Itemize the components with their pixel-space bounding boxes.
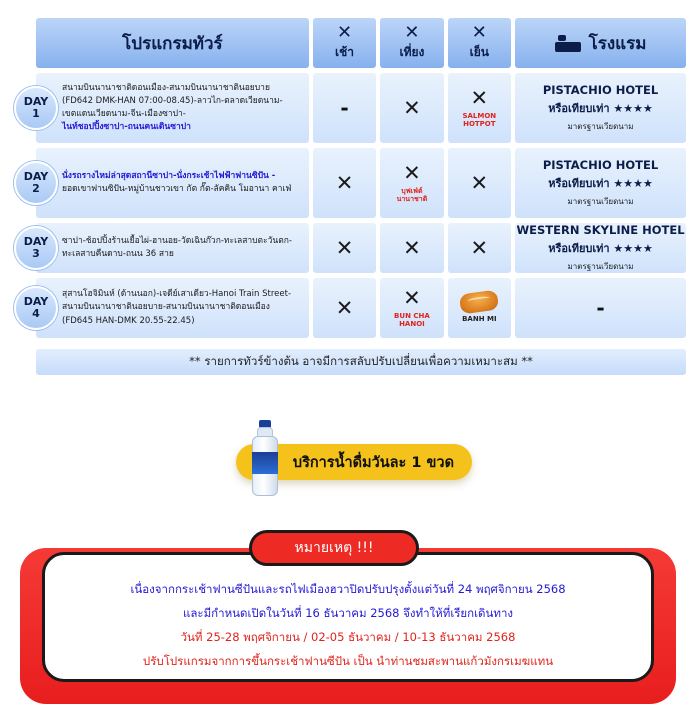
fork-knife-icon: ✕	[404, 22, 420, 43]
program-text	[36, 82, 309, 135]
fork-knife-icon: ✕	[470, 170, 489, 195]
no-hotel-dash: -	[596, 296, 605, 320]
program-text	[36, 235, 309, 261]
fork-knife-icon: ✕	[471, 22, 487, 43]
hotel-cell	[515, 223, 686, 273]
hotel-cell	[515, 148, 686, 218]
hotel-name: WESTERN SKYLINE HOTEL	[516, 223, 685, 237]
breakfast-cell	[313, 223, 376, 273]
day-row-3	[23, 223, 686, 273]
note-lines	[42, 577, 654, 673]
hotel-rating: หรือเทียบเท่า ★★★★	[548, 242, 653, 255]
program-line: ไนท์ชอปปิ้งซาปา-ถนนคนเดินซาปา	[62, 122, 191, 133]
note-title-badge	[249, 530, 419, 566]
header-program-label: โปรแกรมทัวร์	[122, 33, 223, 54]
water-service-text: บริการน้ำดื่มวันละ 1 ขวด	[292, 454, 454, 471]
header-lunch-label: เที่ยง	[399, 45, 425, 59]
table-header	[36, 18, 686, 68]
note-title: หมายเหตุ !!!	[294, 540, 374, 556]
fork-knife-icon: ✕	[403, 285, 421, 310]
bed-icon	[555, 35, 581, 52]
tour-footnote: ** รายการทัวร์ข้างต้น อาจมีการสลับปรับเปลี่ยนเพื่อความเหมาะสม **	[36, 349, 686, 375]
meal-note: BUN CHA HANOI	[394, 311, 430, 328]
note-line: เนื่องจากกระเช้าฟานซีปันและรถไฟเมืองฮวาปิดปรับปรุงตั้งแต่วันที่ 24 พฤศจิกายน 2568	[130, 582, 566, 596]
header-dinner-label: เย็น	[469, 45, 489, 59]
bread-icon	[459, 290, 499, 315]
day-badge	[14, 286, 58, 330]
program-line: ซาปา-ช้อปปิ้งร้านเยื้อไผ่-ฮานอย-วัดเฉินก๊วก-ทะเลสาบตะวันตก-	[62, 235, 292, 246]
lunch-cell	[380, 148, 443, 218]
header-program	[36, 18, 309, 68]
hotel-standard: มาตรฐานเวียดนาม	[567, 262, 634, 271]
header-lunch	[380, 18, 443, 68]
water-bottle-icon	[250, 420, 280, 496]
day-row-2	[23, 148, 686, 218]
fork-knife-icon: ✕	[470, 85, 489, 110]
day-number: 3	[32, 247, 40, 260]
lunch-cell	[380, 73, 443, 143]
lunch-cell	[380, 223, 443, 273]
program-cell	[36, 223, 309, 273]
day-row-4	[23, 278, 686, 338]
header-dinner	[448, 18, 511, 68]
note-line: และมีกำหนดเปิดในวันที่ 16 ธันวาคม 2568 จึงทำให้ที่เรียกเดินทาง	[182, 606, 514, 620]
hotel-cell	[515, 73, 686, 143]
program-line: เขตแดนเวียดนาม-จีน-เมืองซาปา-	[62, 109, 186, 119]
note-line: ปรับโปรแกรมจากการขึ้นกระเช้าฟานซีปัน เป็น นำท่านชมสะพานแก้วมังกรเมฆแทน	[142, 654, 554, 668]
breakfast-cell	[313, 148, 376, 218]
program-line: สนามบินนานาชาติดอนเมือง-สนามบินนานาชาตินอยบาย	[62, 82, 270, 93]
fork-knife-icon: ✕	[335, 170, 354, 195]
breakfast-cell	[313, 73, 376, 143]
hotel-name: PISTACHIO HOTEL	[542, 158, 659, 172]
meal-note: บุฟเฟ่ต์ นานาชาติ	[396, 186, 428, 203]
program-line: ยอดเขาฟานซิปัน-หมู่บ้านชาวเขา กัต กั๊ต-ลัคคิน โมอานา คาเฟ่	[62, 184, 292, 194]
day-label: DAY	[23, 169, 49, 183]
dinner-cell	[448, 148, 511, 218]
hotel-standard: มาตรฐานเวียดนาม	[567, 197, 634, 206]
dinner-cell	[448, 223, 511, 273]
header-breakfast	[313, 18, 376, 68]
tour-program-table	[23, 18, 686, 343]
program-line: (FD642 DMK-HAN 07:00-08.45)-ลาวไก-ตลาดเวียดนาม-	[62, 95, 283, 106]
dinner-cell	[448, 278, 511, 338]
program-cell	[36, 278, 309, 338]
program-text	[36, 170, 309, 196]
day-badge	[14, 226, 58, 270]
program-line: นั่งรถรางไหม่ล่าสุดสถานีซาปา-นั่งกระเช้าไฟฟ้าฟานซิปัน -	[62, 170, 276, 181]
hotel-rating: หรือเทียบเท่า ★★★★	[548, 102, 653, 115]
dinner-cell	[448, 73, 511, 143]
header-breakfast-label: เช้า	[335, 45, 354, 59]
fork-knife-icon: ✕	[335, 235, 354, 260]
program-line: สุสานโฮจิมินห์ (ด้านนอก)-เจดีย์เสาเดียว-Hanoi Train Street-	[62, 289, 292, 300]
hotel-rating: หรือเทียบเท่า ★★★★	[548, 177, 653, 190]
hotel-name: PISTACHIO HOTEL	[542, 83, 659, 97]
note-line: วันที่ 25-28 พฤศจิกายน / 02-05 ธันวาคม / 10-13 ธันวาคม 2568	[180, 630, 516, 644]
program-line: ทะเลสาบคืนดาบ-ถนน 36 สาย	[62, 249, 174, 259]
program-line: สนามบินนานาชาตินอยบาย-สนามบินนานาชาติดอนเมือง	[62, 302, 270, 313]
hotel-cell	[515, 278, 686, 338]
meal-note: SALMON HOTPOT	[462, 111, 497, 128]
day-label: DAY	[23, 94, 49, 108]
hotel-standard: มาตรฐานเวียดนาม	[567, 122, 634, 131]
no-meal-dash: -	[340, 96, 349, 120]
program-line: (FD645 HAN-DMK 20.55-22.45)	[62, 315, 195, 326]
day-number: 2	[32, 182, 40, 195]
fork-knife-icon: ✕	[470, 235, 489, 260]
header-hotel-label: โรงแรม	[588, 33, 647, 54]
lunch-cell	[380, 278, 443, 338]
day-label: DAY	[23, 234, 49, 248]
header-hotel	[515, 18, 686, 68]
fork-knife-icon: ✕	[403, 95, 421, 120]
fork-knife-icon: ✕	[335, 295, 354, 320]
day-badge	[14, 161, 58, 205]
program-text	[36, 288, 309, 328]
meal-note: BANH MI	[462, 315, 497, 324]
fork-knife-icon: ✕	[336, 22, 353, 43]
program-cell	[36, 73, 309, 143]
day-number: 1	[32, 107, 40, 120]
fork-knife-icon: ✕	[403, 160, 421, 185]
day-number: 4	[32, 307, 40, 320]
day-row-1	[23, 73, 686, 143]
breakfast-cell	[313, 278, 376, 338]
fork-knife-icon: ✕	[403, 235, 421, 260]
program-cell	[36, 148, 309, 218]
day-badge	[14, 86, 58, 130]
day-label: DAY	[23, 294, 49, 308]
